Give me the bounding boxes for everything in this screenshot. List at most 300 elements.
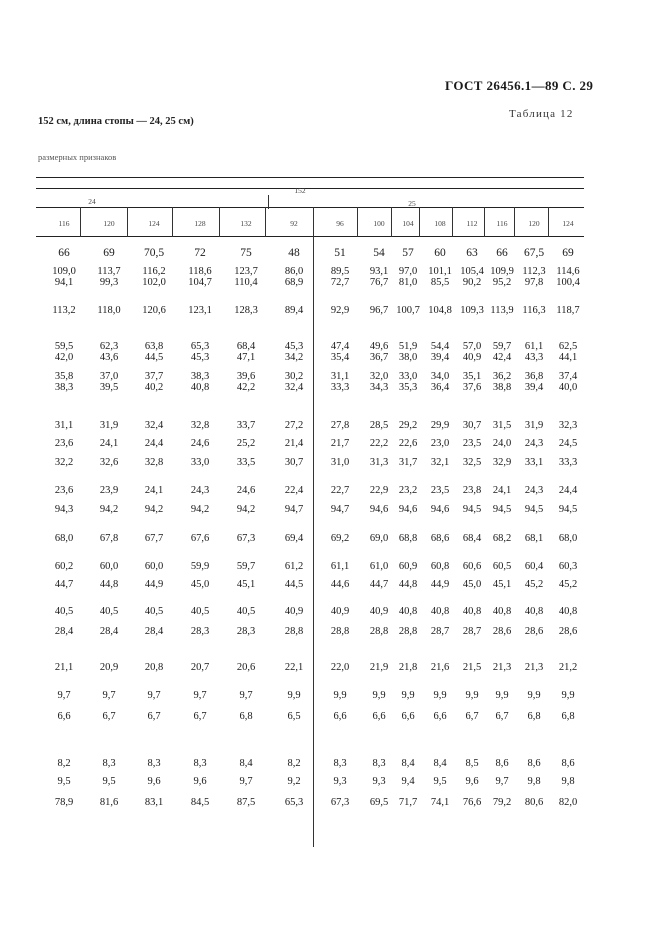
cell-value: 35,1	[462, 371, 482, 382]
cell-value: 9,5	[57, 776, 71, 787]
cell-value: 32,5	[462, 457, 482, 468]
cell-value: 23,5	[462, 438, 482, 449]
table-cell	[544, 371, 592, 393]
cell-value: 85,5	[430, 277, 450, 288]
cell-value: 67,5	[523, 247, 545, 259]
cell-value: 54	[373, 247, 385, 259]
table-cell	[40, 579, 88, 590]
cell-value: 8,4	[239, 758, 253, 769]
cell-value: 40,5	[54, 606, 74, 617]
cell-value: 99,3	[99, 277, 119, 288]
table-cell	[222, 371, 270, 393]
cell-value: 32,1	[430, 457, 450, 468]
cell-value: 34,3	[369, 382, 389, 393]
table-cell	[176, 758, 224, 769]
cell-value: 45,0	[190, 579, 210, 590]
table-cell	[40, 371, 88, 393]
cell-value: 9,3	[333, 776, 347, 787]
cell-value: 9,9	[527, 690, 541, 701]
table-cell	[40, 457, 88, 468]
cell-value: 29,2	[398, 420, 418, 431]
cell-value: 60,0	[99, 561, 119, 572]
table-cell	[222, 626, 270, 637]
table-cell	[176, 504, 224, 515]
cell-value: 8,4	[401, 758, 415, 769]
cell-value: 31,7	[398, 457, 418, 468]
table-cell	[40, 561, 88, 572]
table-cell	[222, 662, 270, 673]
cell-value: 23,6	[54, 485, 74, 496]
cell-value: 25,2	[236, 438, 256, 449]
cell-value: 94,7	[330, 504, 350, 515]
cell-value: 109,0	[52, 266, 76, 277]
cell-value: 6,6	[57, 711, 71, 722]
cell-value: 24,3	[190, 485, 210, 496]
cell-value: 128,3	[234, 305, 258, 316]
table-cell	[130, 266, 178, 288]
table-cell	[130, 579, 178, 590]
cell-value: 28,6	[492, 626, 512, 637]
cell-value: 116,2	[142, 266, 166, 277]
table-cell	[85, 606, 133, 617]
cell-value: 32,3	[558, 420, 578, 431]
cell-value: 118,0	[97, 305, 121, 316]
table-cell	[222, 561, 270, 572]
cell-value: 34,2	[284, 352, 304, 363]
cell-value: 94,3	[54, 504, 74, 515]
cell-value: 94,7	[284, 504, 304, 515]
cell-value: 21,3	[524, 662, 544, 673]
cell-value: 67,3	[330, 797, 350, 808]
signs-label: размерных признаков	[38, 152, 117, 162]
cell-value: 44,5	[144, 352, 164, 363]
cell-value: 23,0	[430, 438, 450, 449]
cell-value: 100,7	[396, 305, 420, 316]
table-cell	[176, 776, 224, 787]
cell-value: 6,7	[102, 711, 116, 722]
table-cell	[270, 758, 318, 769]
table-cell	[544, 485, 592, 496]
cell-value: 8,2	[57, 758, 71, 769]
cell-value: 94,2	[99, 504, 119, 515]
column-header: 92	[290, 219, 298, 228]
cell-value: 9,7	[495, 776, 509, 787]
cell-value: 8,3	[333, 758, 347, 769]
table-cell	[40, 248, 88, 259]
cell-value: 31,9	[99, 420, 119, 431]
cell-value: 36,8	[524, 371, 544, 382]
cell-value: 69,2	[330, 533, 350, 544]
table-cell	[176, 797, 224, 808]
table-cell	[222, 341, 270, 363]
table-cell	[130, 305, 178, 316]
cell-value: 66	[496, 247, 508, 259]
cell-value: 61,1	[524, 341, 544, 352]
cell-value: 32,0	[369, 371, 389, 382]
cell-value: 24,3	[524, 438, 544, 449]
cell-value: 8,3	[147, 758, 161, 769]
cell-value: 80,6	[524, 797, 544, 808]
cell-value: 60,6	[462, 561, 482, 572]
table-cell	[85, 266, 133, 288]
cell-value: 39,5	[99, 382, 119, 393]
cell-value: 9,7	[193, 690, 207, 701]
cell-value: 33,0	[398, 371, 418, 382]
cell-value: 94,2	[144, 504, 164, 515]
table-cell	[130, 438, 178, 449]
table-cell	[544, 797, 592, 808]
table-cell	[85, 533, 133, 544]
cell-value: 31,1	[330, 371, 350, 382]
cell-value: 8,6	[561, 758, 575, 769]
cell-value: 9,3	[372, 776, 386, 787]
table-cell	[270, 248, 318, 259]
cell-value: 36,4	[430, 382, 450, 393]
table-cell	[85, 248, 133, 259]
table-cell	[270, 371, 318, 393]
cell-value: 89,4	[284, 305, 304, 316]
cell-value: 27,8	[330, 420, 350, 431]
cell-value: 40,9	[462, 352, 482, 363]
table-cell	[544, 606, 592, 617]
cell-value: 112,3	[522, 266, 546, 277]
cell-value: 23,6	[54, 438, 74, 449]
cell-value: 47,4	[330, 341, 350, 352]
cell-value: 40,8	[558, 606, 578, 617]
cell-value: 63	[466, 247, 478, 259]
table-cell	[85, 485, 133, 496]
cell-value: 69	[103, 247, 115, 259]
table-subtitle: 152 см, длина стопы — 24, 25 см)	[38, 116, 194, 127]
cell-value: 33,0	[190, 457, 210, 468]
cell-value: 47,1	[236, 352, 256, 363]
cell-value: 40,9	[330, 606, 350, 617]
cell-value: 9,7	[239, 776, 253, 787]
cell-value: 9,7	[57, 690, 71, 701]
cell-value: 28,8	[330, 626, 350, 637]
cell-value: 8,3	[102, 758, 116, 769]
table-cell	[544, 533, 592, 544]
cell-value: 67,7	[144, 533, 164, 544]
table-cell	[85, 457, 133, 468]
cell-value: 51	[334, 247, 346, 259]
cell-value: 33,5	[236, 457, 256, 468]
cell-value: 67,3	[236, 533, 256, 544]
cell-value: 45,3	[190, 352, 210, 363]
cell-value: 116,3	[522, 305, 546, 316]
table-cell	[222, 438, 270, 449]
table-cell	[270, 504, 318, 515]
cell-value: 104,7	[188, 277, 212, 288]
cell-value: 23,9	[99, 485, 119, 496]
cell-value: 37,0	[99, 371, 119, 382]
table-cell	[176, 662, 224, 673]
table-cell	[40, 606, 88, 617]
table-cell	[270, 797, 318, 808]
cell-value: 6,8	[239, 711, 253, 722]
table-cell	[85, 797, 133, 808]
table-cell	[40, 711, 88, 722]
cell-value: 20,8	[144, 662, 164, 673]
cell-value: 22,4	[284, 485, 304, 496]
table-cell	[270, 690, 318, 701]
cell-value: 24,1	[99, 438, 119, 449]
cell-value: 72,7	[330, 277, 350, 288]
cell-value: 9,9	[433, 690, 447, 701]
cell-value: 22,9	[369, 485, 389, 496]
cell-value: 84,5	[190, 797, 210, 808]
cell-value: 32,4	[144, 420, 164, 431]
cell-value: 21,7	[330, 438, 350, 449]
cell-value: 39,4	[524, 382, 544, 393]
table-cell	[222, 711, 270, 722]
cell-value: 90,2	[462, 277, 482, 288]
column-header: 96	[336, 219, 344, 228]
cell-value: 94,5	[558, 504, 578, 515]
cell-value: 40,2	[144, 382, 164, 393]
cell-value: 6,8	[527, 711, 541, 722]
cell-value: 94,6	[398, 504, 418, 515]
table-label: Таблица 12	[509, 108, 574, 120]
cell-value: 69,0	[369, 533, 389, 544]
cell-value: 57	[402, 247, 414, 259]
table-cell	[270, 776, 318, 787]
cell-value: 74,1	[430, 797, 450, 808]
table-cell	[40, 305, 88, 316]
table-cell	[222, 776, 270, 787]
table-cell	[544, 758, 592, 769]
cell-value: 27,2	[284, 420, 304, 431]
cell-value: 118,7	[556, 305, 580, 316]
table-cell	[85, 690, 133, 701]
cell-value: 6,6	[433, 711, 447, 722]
table-cell	[222, 606, 270, 617]
cell-value: 29,9	[430, 420, 450, 431]
cell-value: 33,3	[558, 457, 578, 468]
cell-value: 94,5	[492, 504, 512, 515]
cell-value: 9,8	[561, 776, 575, 787]
table-cell	[40, 266, 88, 288]
cell-value: 28,3	[190, 626, 210, 637]
table-cell	[544, 457, 592, 468]
cell-value: 21,8	[398, 662, 418, 673]
table-cell	[176, 457, 224, 468]
table-cell	[176, 561, 224, 572]
cell-value: 9,9	[401, 690, 415, 701]
cell-value: 60,8	[430, 561, 450, 572]
cell-value: 43,6	[99, 352, 119, 363]
cell-value: 9,9	[372, 690, 386, 701]
cell-value: 38,3	[190, 371, 210, 382]
cell-value: 40,8	[524, 606, 544, 617]
cell-value: 81,6	[99, 797, 119, 808]
table-cell	[130, 248, 178, 259]
table-cell	[222, 266, 270, 288]
cell-value: 113,9	[490, 305, 514, 316]
cell-value: 32,8	[190, 420, 210, 431]
cell-value: 40,5	[144, 606, 164, 617]
foot-group-25-header: 25	[408, 199, 416, 208]
cell-value: 40,5	[236, 606, 256, 617]
cell-value: 38,0	[398, 352, 418, 363]
cell-value: 40,8	[492, 606, 512, 617]
cell-value: 43,3	[524, 352, 544, 363]
cell-value: 9,6	[147, 776, 161, 787]
cell-value: 40,8	[190, 382, 210, 393]
column-header: 128	[194, 219, 206, 228]
cell-value: 22,6	[398, 438, 418, 449]
cell-value: 6,7	[495, 711, 509, 722]
cell-value: 28,8	[284, 626, 304, 637]
cell-value: 21,2	[558, 662, 578, 673]
cell-value: 93,1	[369, 266, 389, 277]
cell-value: 24,1	[492, 485, 512, 496]
table-rule-top	[36, 177, 584, 178]
table-cell	[544, 711, 592, 722]
cell-value: 28,6	[524, 626, 544, 637]
table-cell	[85, 776, 133, 787]
cell-value: 21,3	[492, 662, 512, 673]
column-header: 112	[466, 219, 478, 228]
cell-value: 71,7	[398, 797, 418, 808]
cell-value: 24,3	[524, 485, 544, 496]
cell-value: 28,7	[462, 626, 482, 637]
table-cell	[130, 485, 178, 496]
cell-value: 28,4	[144, 626, 164, 637]
table-cell	[85, 371, 133, 393]
table-cell	[270, 626, 318, 637]
table-cell	[40, 485, 88, 496]
cell-value: 21,1	[54, 662, 74, 673]
cell-value: 69,5	[369, 797, 389, 808]
cell-value: 33,7	[236, 420, 256, 431]
column-divider	[313, 207, 314, 847]
table-cell	[176, 606, 224, 617]
cell-value: 48	[288, 247, 300, 259]
cell-value: 32,8	[144, 457, 164, 468]
cell-value: 45,2	[524, 579, 544, 590]
table-rule-cols	[36, 236, 584, 237]
cell-value: 70,5	[143, 247, 165, 259]
cell-value: 44,5	[284, 579, 304, 590]
cell-value: 37,7	[144, 371, 164, 382]
cell-value: 9,8	[527, 776, 541, 787]
table-cell	[270, 341, 318, 363]
height-header: 152	[294, 186, 306, 195]
cell-value: 6,7	[193, 711, 207, 722]
cell-value: 8,4	[433, 758, 447, 769]
cell-value: 113,7	[97, 266, 121, 277]
cell-value: 9,6	[465, 776, 479, 787]
cell-value: 24,6	[236, 485, 256, 496]
cell-value: 31,1	[54, 420, 74, 431]
table-cell	[270, 305, 318, 316]
cell-value: 104,8	[428, 305, 452, 316]
cell-value: 32,6	[99, 457, 119, 468]
cell-value: 42,2	[236, 382, 256, 393]
cell-value: 40,8	[430, 606, 450, 617]
table-cell	[544, 561, 592, 572]
cell-value: 8,6	[495, 758, 509, 769]
cell-value: 6,7	[147, 711, 161, 722]
cell-value: 97,0	[398, 266, 418, 277]
table-cell	[130, 561, 178, 572]
table-cell	[176, 626, 224, 637]
table-cell	[85, 341, 133, 363]
cell-value: 30,7	[284, 457, 304, 468]
column-header: 132	[240, 219, 252, 228]
table-cell	[270, 579, 318, 590]
cell-value: 40,9	[284, 606, 304, 617]
table-cell	[85, 662, 133, 673]
table-cell	[176, 711, 224, 722]
cell-value: 28,3	[236, 626, 256, 637]
table-cell	[544, 504, 592, 515]
cell-value: 42,4	[492, 352, 512, 363]
cell-value: 22,2	[369, 438, 389, 449]
cell-value: 23,8	[462, 485, 482, 496]
table-cell	[85, 758, 133, 769]
cell-value: 28,8	[369, 626, 389, 637]
cell-value: 45,2	[558, 579, 578, 590]
cell-value: 123,1	[188, 305, 212, 316]
cell-value: 6,5	[287, 711, 301, 722]
cell-value: 94,2	[190, 504, 210, 515]
table-cell	[270, 561, 318, 572]
cell-value: 113,2	[52, 305, 76, 316]
cell-value: 105,4	[460, 266, 484, 277]
cell-value: 87,5	[236, 797, 256, 808]
cell-value: 21,9	[369, 662, 389, 673]
cell-value: 68,6	[430, 533, 450, 544]
table-cell	[176, 485, 224, 496]
cell-value: 9,7	[147, 690, 161, 701]
table-cell	[130, 504, 178, 515]
cell-value: 68,2	[492, 533, 512, 544]
cell-value: 32,9	[492, 457, 512, 468]
table-cell	[270, 662, 318, 673]
cell-value: 94,1	[54, 277, 74, 288]
cell-value: 21,6	[430, 662, 450, 673]
cell-value: 118,6	[188, 266, 212, 277]
table-cell	[176, 266, 224, 288]
table-cell	[270, 485, 318, 496]
table-cell	[85, 438, 133, 449]
table-cell	[40, 662, 88, 673]
cell-value: 109,3	[460, 305, 484, 316]
table-cell	[176, 248, 224, 259]
cell-value: 94,5	[462, 504, 482, 515]
cell-value: 9,5	[102, 776, 116, 787]
table-cell	[176, 579, 224, 590]
cell-value: 39,4	[430, 352, 450, 363]
cell-value: 24,5	[558, 438, 578, 449]
table-cell	[544, 579, 592, 590]
table-cell	[544, 626, 592, 637]
cell-value: 60,9	[398, 561, 418, 572]
table-cell	[40, 690, 88, 701]
cell-value: 61,2	[284, 561, 304, 572]
cell-value: 110,4	[234, 277, 258, 288]
table-cell	[85, 420, 133, 431]
cell-value: 59,9	[190, 561, 210, 572]
table-cell	[40, 504, 88, 515]
cell-value: 30,2	[284, 371, 304, 382]
cell-value: 28,6	[558, 626, 578, 637]
table-cell	[222, 305, 270, 316]
cell-value: 60,5	[492, 561, 512, 572]
cell-value: 24,4	[144, 438, 164, 449]
